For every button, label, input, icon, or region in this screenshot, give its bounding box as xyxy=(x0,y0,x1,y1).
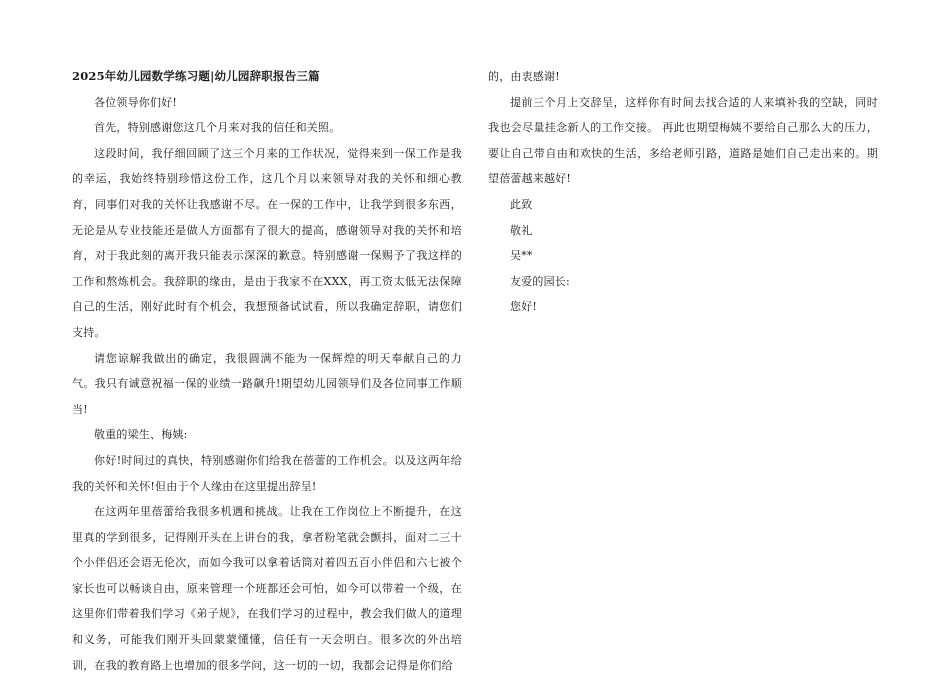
paragraph-reflection: 这段时间，我仔细回顾了这三个月来的工作状况，觉得来到一保工作是我的幸运，我始终特别珍惜这份工作，这几个月以来领导对我的关怀和细心教育，同事们对我的关怀让我感谢不尽。在一保的工作中，让我学到很多东西，无论是从专业技能还是做人方面都有了很大的提高，感谢领导对我的关怀和培育，对于我此刻的离开我只能表示深深的歉意。特别感谢一保赐予了我这样的工作和熬炼机会。我辞职的缘由，是由于我家不在XXX，再工资太低无法保障自己的生活，刚好此时有个机会，我想预备试试看，所以我确定辞职，请您们支持。 xyxy=(72,146,462,339)
paragraph-salutation-principal: 友爱的园长: xyxy=(510,274,570,288)
paragraph-thanks: 首先，特别感谢您这几个月来对我的信任和关照。 xyxy=(94,121,341,135)
paragraph-continuation: 的，由衷感谢! xyxy=(488,70,560,83)
paragraph-greeting-principal: 您好! xyxy=(510,300,538,314)
signature-name: 吴** xyxy=(510,249,533,263)
document-title: 2025年幼儿园数学练习题|幼儿园辞职报告三篇 xyxy=(72,69,320,83)
paragraph-apology: 请您谅解我做出的确定，我很圆满不能为一保辉煌的明天奉献自己的力气。我只有诚意祝福一保的业绩一路飙升!期望幼儿园领导们及各位同事工作顺当! xyxy=(72,351,462,416)
paragraph-two-years: 在这两年里蓓蕾给我很多机遇和挑战。让我在工作岗位上不断提升，在这里真的学到很多，记得刚开头在上讲台的我，拿者粉笔就会颤抖，面对二三十个小伴侣还会语无伦次，而如今我可以拿着话筒对着四五百小伴侣和六七被个家长也可以畅谈自由，原来管理一个班都还会可怕，如今可以带着一个级，在这里你们带着我们学习《弟子规》，在我们学习的过程中，教会我们做人的道理和义务，可能我们刚开头回蒙蒙懂懂，信任有一天会明白。很多次的外出培训，在我的教育路上也增加的很多学问，这一切的一切，我都会记得是你们给 xyxy=(72,505,462,672)
right-column xyxy=(488,64,878,320)
left-column xyxy=(72,64,462,678)
paragraph-hello: 你好!时间过的真快，特别感谢你们给我在蓓蕾的工作机会。以及这两年给我的关怀和关怀!但由于个人缘由在这里提出辞呈! xyxy=(72,453,462,493)
paragraph-notice: 提前三个月上交辞呈，这样你有时间去找合适的人来填补我的空缺，同时我也会尽量挂念新人的工作交接。 再此也期望梅姨不要给自己那么大的压力，要让自己带自由和欢快的生活，多给老师引路，道路是她们自己走出来的。期望蓓蕾越来越好! xyxy=(488,95,878,186)
paragraph-greeting: 各位领导你们好! xyxy=(94,95,178,109)
closing-respectfully: 此致 xyxy=(510,197,533,211)
paragraph-salutation: 敬重的梁生、梅姨: xyxy=(94,428,188,442)
closing-salute: 敬礼 xyxy=(510,223,533,237)
